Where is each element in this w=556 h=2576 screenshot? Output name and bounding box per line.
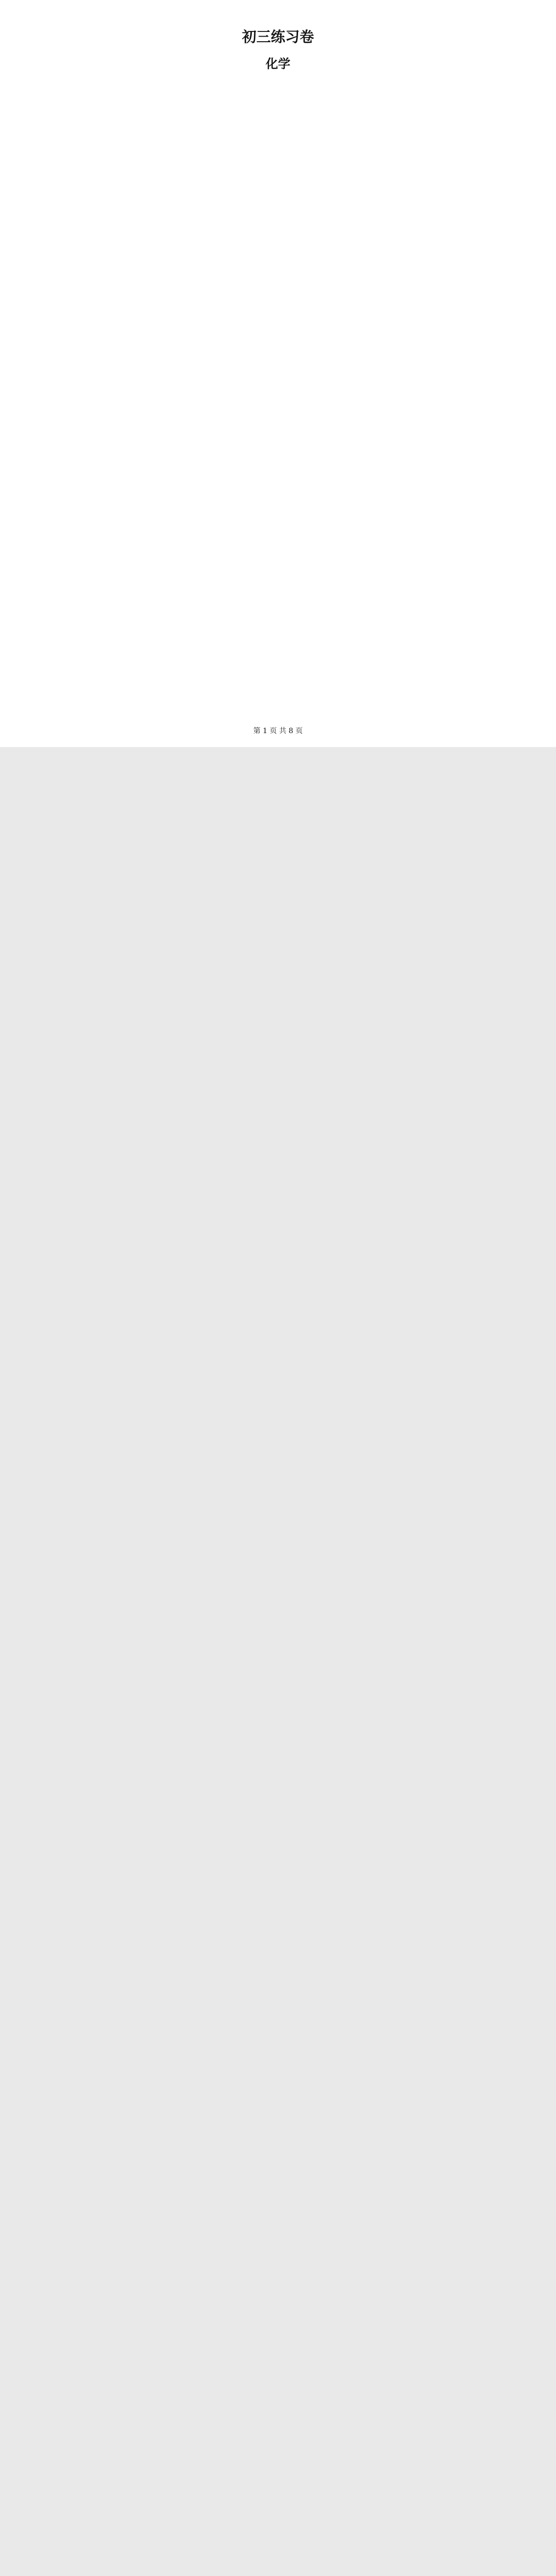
exam-page-1 bbox=[0, 0, 556, 747]
exam-subject: 化学 bbox=[266, 56, 290, 71]
exam-title: 初三练习卷 bbox=[241, 28, 314, 45]
page-footer: 第 1 页 共 8 页 bbox=[253, 727, 303, 735]
